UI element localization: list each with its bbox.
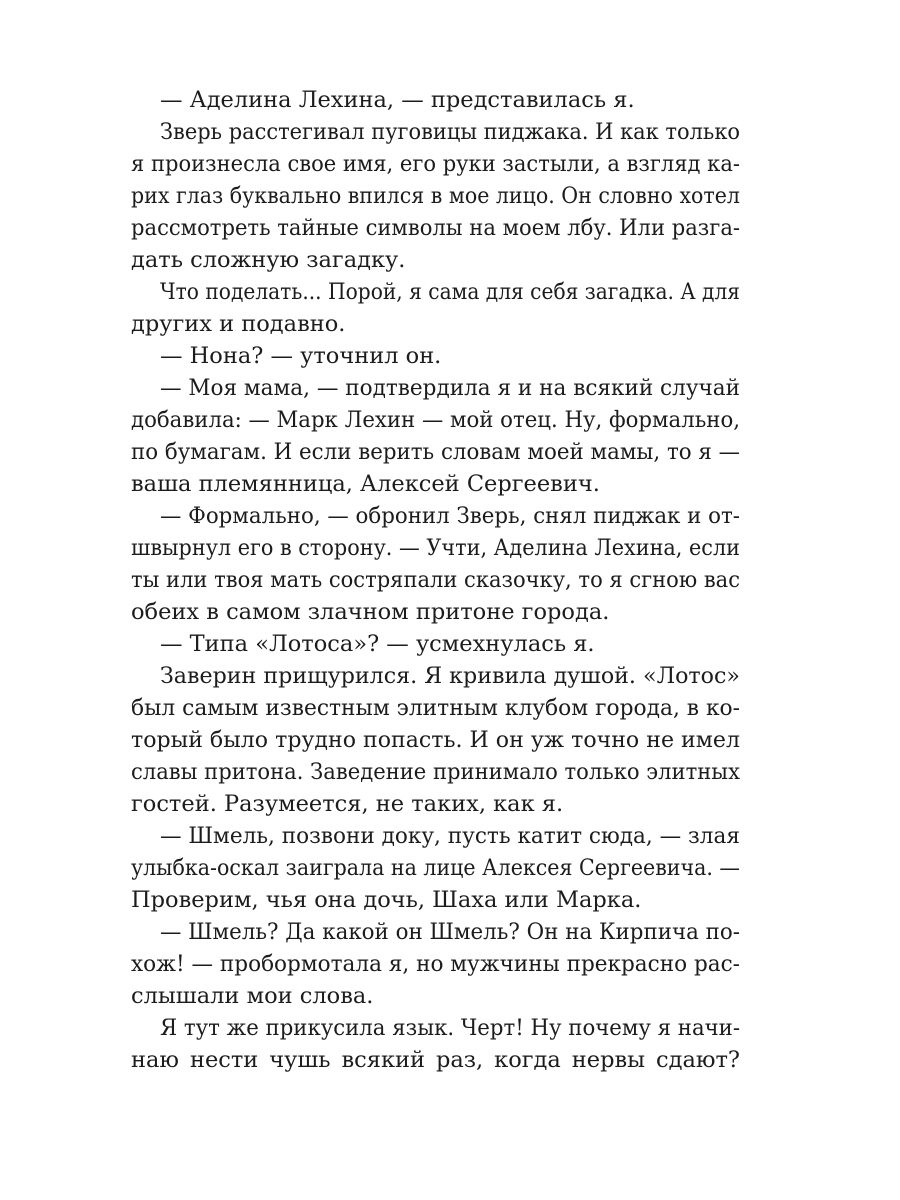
text-line: Я тут же прикусила язык. Черт! Ну почему я начи- [160,1015,741,1041]
text-line: рассмотреть тайные символы на моем лбу. Или разга- [131,215,741,241]
text-line: добавила: — Марк Лехин — мой отец. Ну, формально, [131,407,740,433]
text-line: славы притона. Заведение принимало только элитных [131,759,740,785]
text-line: швырнул его в сторону. — Учти, Аделина Лехина, если [131,535,740,561]
text-line: — Типа «Лотоса»? — усмехнулась я. [160,631,595,657]
text-line: гостей. Разумеется, не таких, как я. [131,791,564,817]
text-line: по бумагам. И если верить словам моей мамы, то я — [131,439,741,465]
text-line: ваша племянница, Алексей Сергеевич. [131,471,600,497]
text-line: хож! — пробормотала я, но мужчины прекрасно рас- [131,951,740,977]
text-line: обеих в самом злачном притоне города. [131,599,610,625]
text-line: — Моя мама, — подтвердила я и на всякий случай [160,375,740,401]
text-line: Проверим, чья она дочь, Шаха или Марка. [131,887,642,913]
text-line: улыбка-оскал заиграла на лице Алексея Сергеевича. — [131,855,741,881]
text-line: — Шмель? Да какой он Шмель? Он на Кирпича по- [160,919,740,945]
text-line: был самым известным элитным клубом города, в ко- [131,695,740,721]
text-line: слышали мои слова. [131,983,374,1009]
text-line: дать сложную загадку. [131,247,406,273]
text-line: рих глаз буквально впился в мое лицо. Он словно хотел [131,183,740,209]
text-line: наю нести чушь всякий раз, когда нервы сдают? [131,1047,740,1073]
text-line: Что поделать... Порой, я сама для себя загадка. А для [160,279,741,305]
text-line: ты или твоя мать состряпали сказочку, то я сгною вас [131,567,740,593]
text-line: торый было трудно попасть. И он уж точно не имел [131,727,741,753]
text-line: других и подавно. [131,311,346,337]
text-line: — Аделина Лехина, — представилась я. [160,87,635,113]
text-line: Зверь расстегивал пуговицы пиджака. И как только [160,119,741,145]
text-line: — Формально, — обронил Зверь, снял пиджак и от- [160,503,741,529]
text-line: — Шмель, позвони доку, пусть катит сюда, — злая [160,823,740,849]
text-line: Заверин прищурился. Я кривила душой. «Лотос» [160,663,740,689]
text-line: я произнесла свое имя, его руки застыли, а взгляд ка- [131,151,740,177]
text-line: — Нона? — уточнил он. [160,343,442,369]
